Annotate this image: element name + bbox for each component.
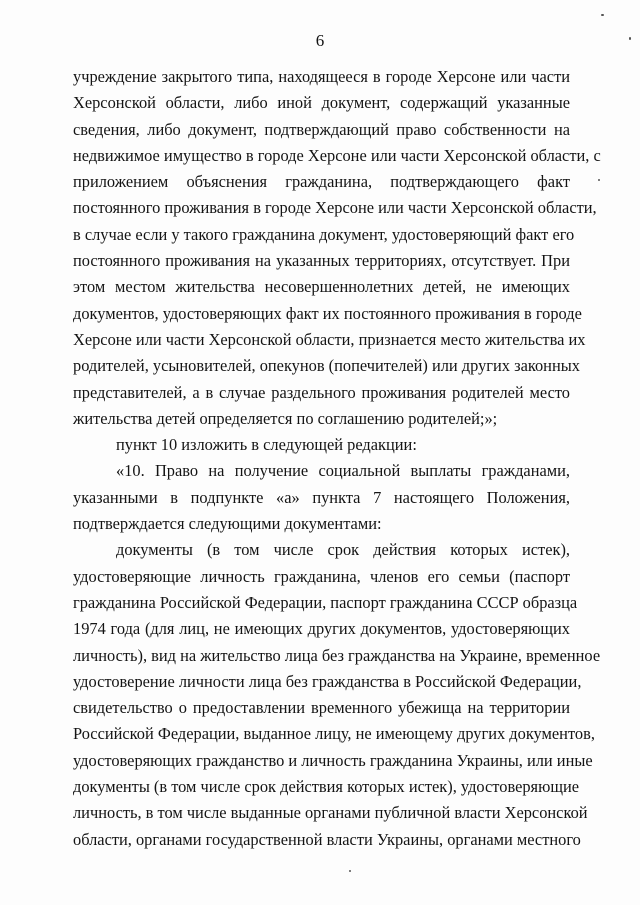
text-line: документы (в том числе срок действия которых истек), [116,540,570,560]
paragraph [73,537,601,853]
text-line: личность, в том числе выданные органами публичной власти Херсонской [73,803,588,823]
document-body [73,64,601,853]
text-line: Херсонской области, либо иной документ, содержащий указанные [73,93,570,113]
scan-speck [629,37,631,40]
scan-speck [349,870,351,872]
paragraph [73,458,570,537]
text-line: удостоверение личности лица без гражданства в Российской Федерации, [73,671,582,691]
text-line: недвижимое имущество в городе Херсоне или части Херсонской области, с [73,145,601,165]
text-line: области, органами государственной власти Украины, органами местного [73,829,581,849]
text-line: этом местом жительства несовершеннолетних детей, не имеющих [73,277,570,297]
text-line: 1974 года (для лиц, не имеющих других документов, удостоверяющих [73,619,570,639]
text-line: в случае если у такого гражданина документ, удостоверяющий факт его [73,224,575,244]
scan-speck [598,179,600,181]
text-line: гражданина Российской Федерации, паспорт гражданина СССР образца [73,592,578,612]
text-line: документы (в том числе срок действия которых истек), удостоверяющие [73,777,580,797]
text-line: сведения, либо документ, подтверждающий право собственности на [73,119,570,139]
text-line: постоянного проживания на указанных территориях, отсутствует. При [73,251,570,271]
text-line: пункт 10 изложить в следующей редакции: [116,435,417,455]
text-line: личность), вид на жительство лица без гражданства на Украине, временное [73,645,601,665]
paragraph [73,64,601,432]
text-line: учреждение закрытого типа, находящееся в городе Херсоне или части [73,67,570,86]
page-number: 6 [315,31,325,50]
text-line: документов, удостоверяющих факт их постоянного проживания в городе [73,303,582,323]
text-line: Херсоне или части Херсонской области, признается место жительства их [73,329,586,349]
text-line: представителей, а в случае раздельного проживания родителей место [73,382,570,402]
text-line: приложением объяснения гражданина, подтверждающего факт [73,172,570,192]
text-line: постоянного проживания в городе Херсоне или части Херсонской области, [73,198,597,218]
scan-speck [601,14,604,16]
text-line: родителей, усыновителей, опекунов (попечителей) или других законных [73,356,580,376]
text-line: Российской Федерации, выданное лицу, не имеющему других документов, [73,724,595,744]
text-line: указанными в подпункте «а» пункта 7 настоящего Положения, [73,487,570,507]
text-line: «10. Право на получение социальной выплаты гражданами, [116,461,570,481]
text-line: свидетельство о предоставлении временного убежища на территории [73,698,570,718]
text-line: удостоверяющих гражданство и личность гражданина Украины, или иные [73,750,593,770]
text-line: подтверждается следующими документами: [73,514,382,534]
paragraph [73,432,570,458]
text-line: жительства детей определяется по соглашению родителей;»; [73,408,498,428]
text-line: удостоверяющие личность гражданина, членов его семьи (паспорт [73,566,570,586]
